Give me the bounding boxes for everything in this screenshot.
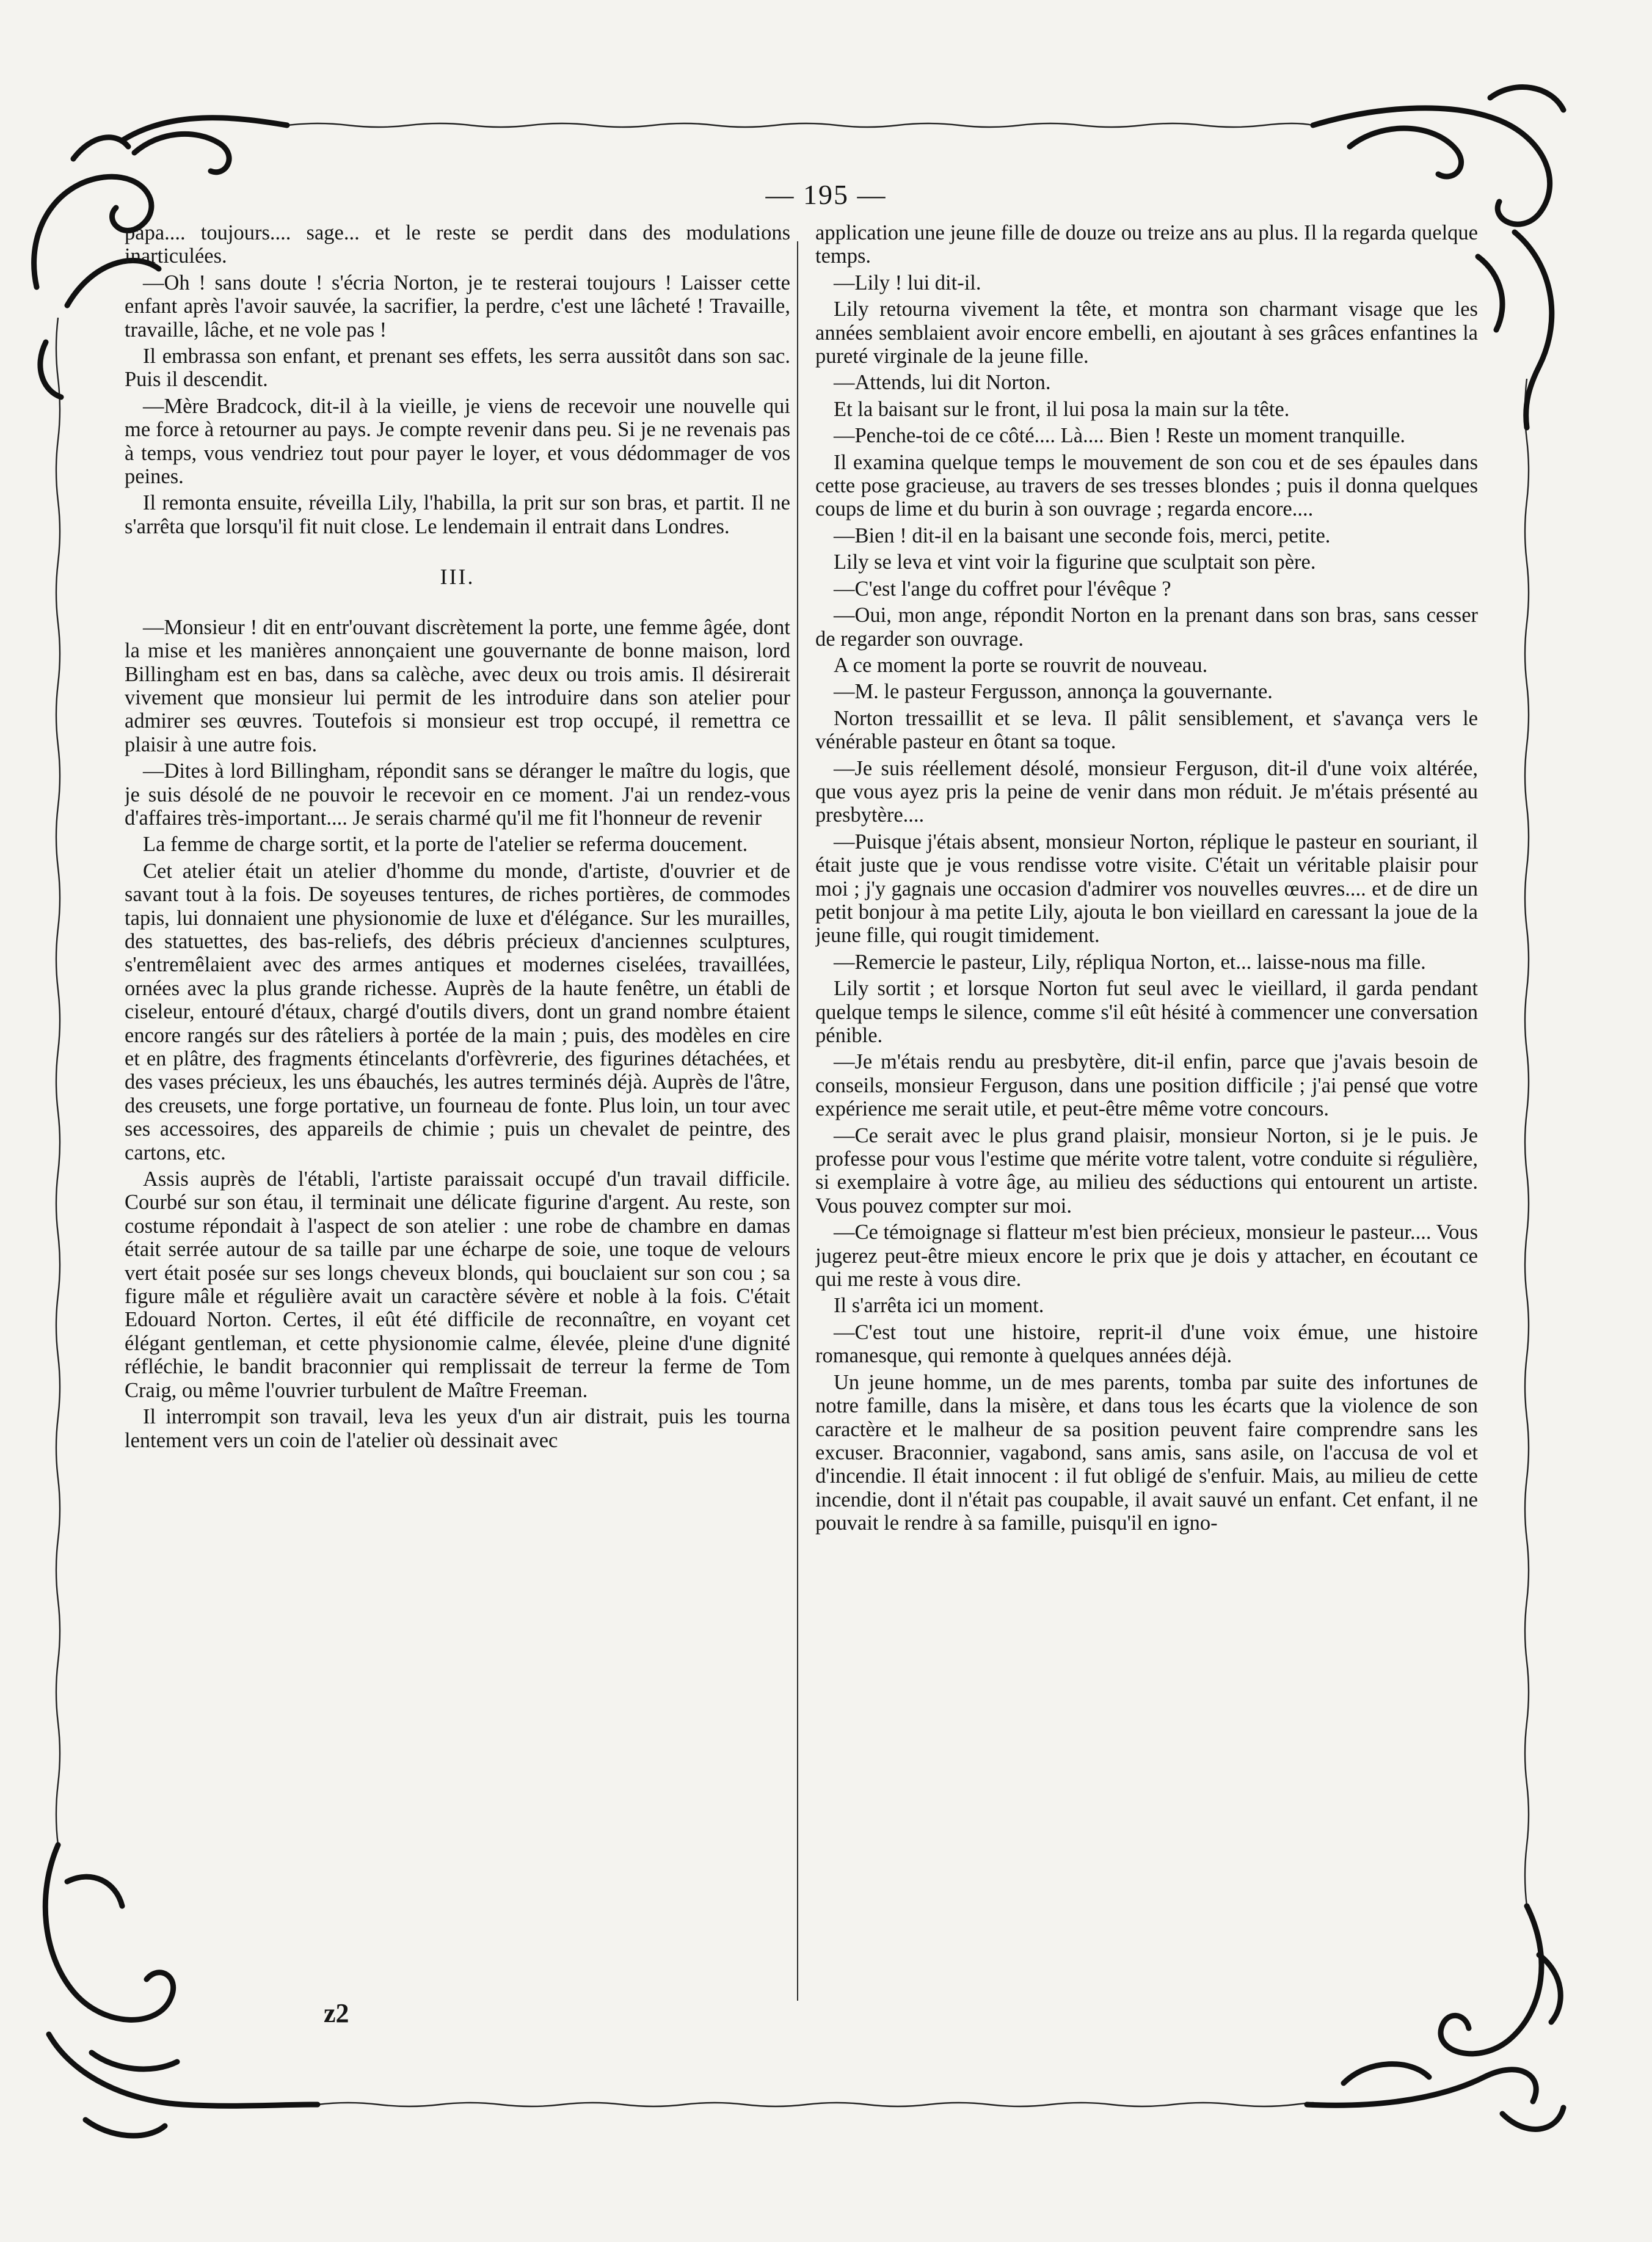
top-border-line xyxy=(287,123,1313,127)
paragraph: Assis auprès de l'établi, l'artiste paraissait occupé d'un travail difficile. Courbé sur son étau, il terminait une délicate figurine d'argent. Au reste, son costume répondait à l'aspect de son atelier : une robe de chambre en damas était serrée autour de sa taille par une écharpe de soie, une toque de velours vert était posée sur ses longs cheveux blonds, qui bouclaient sur son cou ; sa figure mâle et régulière avait un caractère sévère et noble à la fois. C'était Edouard Norton. Certes, il eût été difficile de reconnaître, en voyant cet élégant gentleman, et cette physionomie calme, élevée, pleine d'une dignité réfléchie, le bandit braconnier qui remplissait de terreur la ferme de Tom Craig, ou même l'ouvrier turbulent de Maître Freeman. xyxy=(125,1167,790,1402)
paragraph: —Oh ! sans doute ! s'écria Norton, je te resterai toujours ! Laisser cette enfant après l'avoir sauvée, la sacrifier, la perdre, c'est une lâcheté ! Travaille, travaille, lâche, et ne vole pas ! xyxy=(125,271,790,341)
paragraph: —C'est tout une histoire, reprit-il d'une voix émue, une histoire romanesque, qui remonte à quelques années déjà. xyxy=(815,1320,1478,1368)
paragraph: —Je m'étais rendu au presbytère, dit-il enfin, parce que j'avais besoin de conseils, monsieur Ferguson, dans une position difficile ; j'ai pensé que votre expérience me serait utile, et peut-être même votre concours. xyxy=(815,1050,1478,1121)
paragraph: La femme de charge sortit, et la porte de l'atelier se referma doucement. xyxy=(143,833,748,856)
paragraph: —C'est l'ange du coffret pour l'évêque ? xyxy=(834,577,1171,601)
paragraph: Il examina quelque temps le mouvement de son cou et de ses épaules dans cette pose gracieuse, au travers de ses tresses blondes ; puis il donna quelques coups de lime et du burin à son ouvrage ; regarda encore.... xyxy=(815,450,1478,521)
paragraph: —Monsieur ! dit en entr'ouvant discrètement la porte, une femme âgée, dont la mise et les manières annonçaient une gouvernante de bonne maison, lord Billingham est en bas, dans sa calèche, avec deux ou trois amis. Il désirerait vivement que monsieur lui permit de les introduire dans son atelier pour admirer ses œuvres. Toutefois si monsieur est trop occupé, il remettra ce plaisir à une autre fois. xyxy=(125,615,790,756)
paragraph: Il embrassa son enfant, et prenant ses effets, les serra aussitôt dans son sac. Puis il descendit. xyxy=(125,345,790,392)
right-column xyxy=(815,221,1478,2023)
left-column xyxy=(125,221,790,2023)
column-divider xyxy=(797,241,798,2001)
paragraph: —Bien ! dit-il en la baisant une seconde fois, merci, petite. xyxy=(834,524,1331,547)
paragraph: Norton tressaillit et se leva. Il pâlit sensiblement, et s'avança vers le vénérable pasteur en ôtant sa toque. xyxy=(815,706,1478,754)
paragraph: —Dites à lord Billingham, répondit sans se déranger le maître du logis, que je suis désolé de ne pouvoir le recevoir en ce moment. J'ai un rendez-vous d'affaires très-important.... Je serais charmé qu'il me fit l'honneur de revenir xyxy=(125,759,790,830)
paragraph: —M. le pasteur Fergusson, annonça la gouvernante. xyxy=(834,680,1273,704)
paragraph: —Ce serait avec le plus grand plaisir, monsieur Norton, si je le puis. Je professe pour vous l'estime que mérite votre talent, votre conduite si régulière, si exemplaire à votre âge, au milieu des séductions qui entourent un artiste. Vous pouvez compter sur moi. xyxy=(815,1123,1478,1218)
paragraph: —Attends, lui dit Norton. xyxy=(834,371,1051,395)
paragraph: Il interrompit son travail, leva les yeux d'un air distrait, puis les tourna lentement vers un coin de l'atelier où dessinait avec xyxy=(125,1405,790,1452)
paragraph: —Lily ! lui dit-il. xyxy=(834,271,981,294)
paragraph: Il remonta ensuite, réveilla Lily, l'habilla, la prit sur son bras, et partit. Il ne s'arrêta que lorsqu'il fit nuit close. Le lendemain il entrait dans Londres. xyxy=(125,491,790,538)
paragraph: Lily se leva et vint voir la figurine que sculptait son père. xyxy=(834,550,1316,574)
paragraph: A ce moment la porte se rouvrit de nouveau. xyxy=(834,653,1208,677)
paragraph: —Puisque j'étais absent, monsieur Norton, réplique le pasteur en souriant, il était juste que je vous rendisse votre visite. C'était un véritable plaisir pour moi ; j'y gagnais une occasion d'admirer vos nouvelles œuvres.... et de dire un petit bonjour à ma petite Lily, ajouta le bon vieillard en caressant la joue de la jeune fille, qui rougit timidement. xyxy=(815,830,1478,948)
paragraph: papa.... toujours.... sage... et le reste se perdit dans des modulations inarticulées. xyxy=(125,221,790,268)
right-border-line xyxy=(1525,379,1529,1906)
signature-mark: z2 xyxy=(324,1998,349,2028)
paragraph: application une jeune fille de douze ou treize ans au plus. Il la regarda quelque temps. xyxy=(815,221,1478,268)
paragraph: —Penche-toi de ce côté.... Là.... Bien ! Reste un moment tranquille. xyxy=(834,424,1406,448)
paragraph: Lily retourna vivement la tête, et montra son charmant visage que les années semblaient avoir encore embelli, en ajoutant à ses grâces enfantines la pureté virginale de la jeune fille. xyxy=(815,298,1478,368)
paragraph: Il s'arrêta ici un moment. xyxy=(834,1294,1044,1318)
paragraph: —Ce témoignage si flatteur m'est bien précieux, monsieur le pasteur.... Vous jugerez peut-être mieux encore le prix que je dois y attacher, en écoutant ce qui me reste à vous dire. xyxy=(815,1221,1478,1291)
paragraph: —Je suis réellement désolé, monsieur Ferguson, dit-il d'une voix altérée, que vous ayez pris la peine de venir dans mon réduit. Je m'étais présenté au presbytère.... xyxy=(815,756,1478,827)
page-number: — 195 — xyxy=(765,179,887,210)
bottom-border-line xyxy=(318,2103,1314,2106)
paragraph: Lily sortit ; et lorsque Norton fut seul avec le vieillard, il garda pendant quelque temps le silence, comme s'il eût hésité à commencer une conversation pénible. xyxy=(815,977,1478,1047)
paragraph: Et la baisant sur le front, il lui posa la main sur la tête. xyxy=(834,397,1290,421)
section-heading: III. xyxy=(440,564,475,590)
paragraph: —Oui, mon ange, répondit Norton en la prenant dans son bras, sans cesser de regarder son ouvrage. xyxy=(815,604,1478,651)
left-border-line xyxy=(56,318,60,1845)
paragraph: Un jeune homme, un de mes parents, tomba par suite des infortunes de notre famille, dans la misère, et dans tous les écarts que la violence de son caractère et le malheur de sa position peuvent faire comprendre sans les excuser. Braconnier, vagabond, sans amis, sans asile, on l'accusa de vol et d'incendie. Il était innocent : il fut obligé de s'enfuir. Mais, au milieu de cette incendie, dont il n'était pas coupable, il avait sauvé un enfant. Cet enfant, il ne pouvait le rendre à sa famille, puisqu'il en igno- xyxy=(815,1370,1478,1535)
paragraph: —Remercie le pasteur, Lily, répliqua Norton, et... laisse-nous ma fille. xyxy=(834,950,1426,974)
paragraph: —Mère Bradcock, dit-il à la vieille, je viens de recevoir une nouvelle qui me force à retourner au pays. Je compte revenir dans peu. Si je ne revenais pas à temps, vous vendriez tout pour payer le loyer, et vous dédommager de vos peines. xyxy=(125,394,790,489)
paragraph: Cet atelier était un atelier d'homme du monde, d'artiste, d'ouvrier et de savant tout à la fois. De soyeuses tentures, de riches portières, de commodes tapis, lui donnaient une physionomie de luxe et d'élégance. Sur les murailles, des statuettes, des bas-reliefs, des débris précieux d'anciennes sculptures, s'entremêlaient avec des armes antiques et modernes ciselées, travaillées, ornées avec la plus grande richesse. Auprès de la haute fenêtre, un établi de ciseleur, entouré d'étaux, chargé d'outils divers, dont un grand nombre étaient encore rangés sur des râteliers à portée de la main ; puis, des modèles en cire et en plâtre, des fragments étincelants d'orfèvrerie, des figurines détachées, et des vases précieux, les uns ébauchés, les autres terminés déjà. Auprès de l'âtre, des creusets, une forge portative, un fourneau de fonte. Plus loin, un tour avec ses accessoires, des appareils de chimie ; puis un chevalet de peintre, des cartons, etc. xyxy=(125,859,790,1164)
